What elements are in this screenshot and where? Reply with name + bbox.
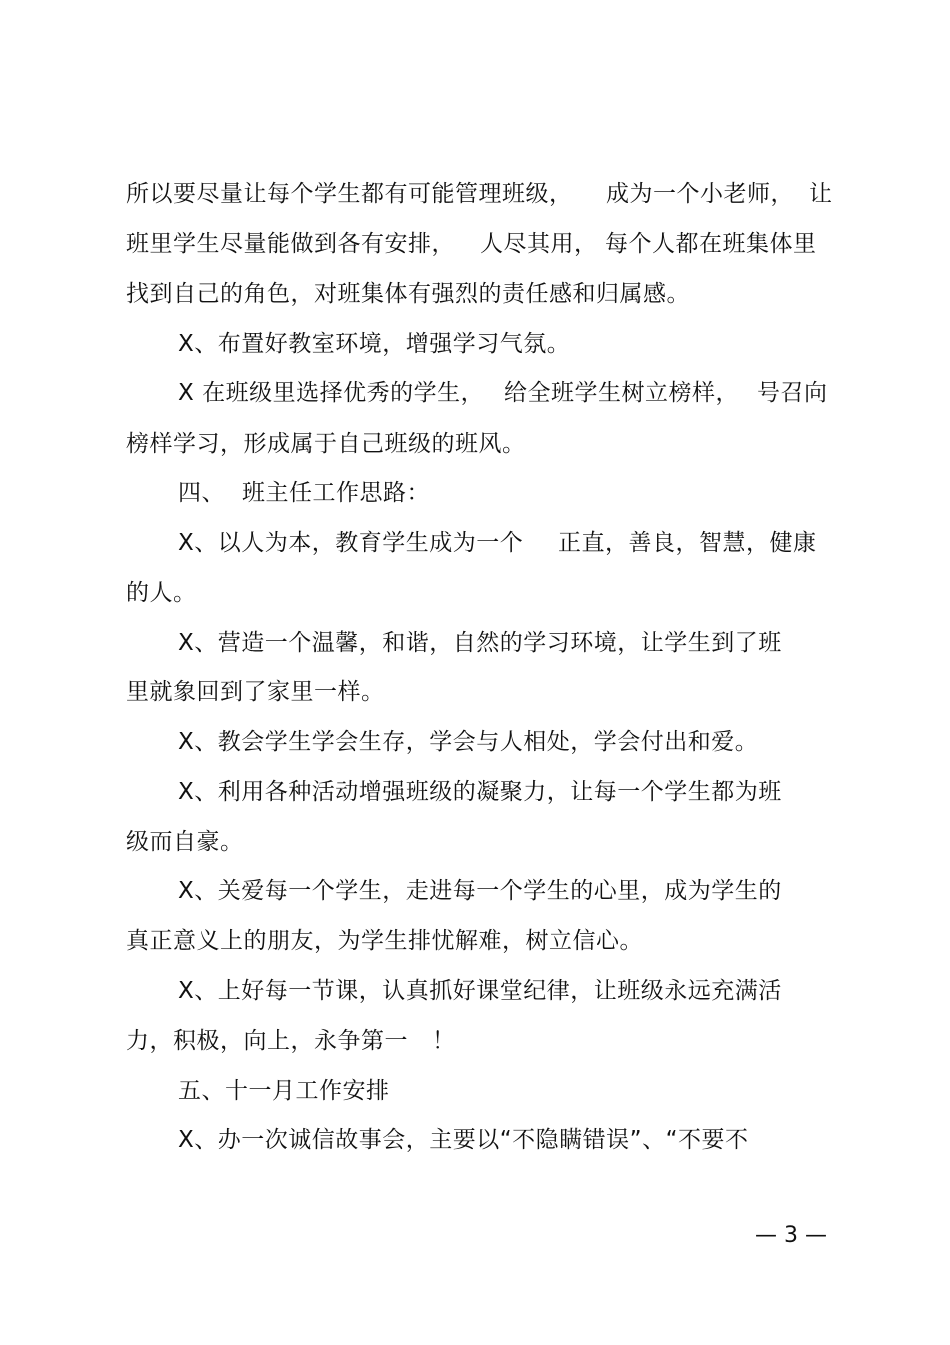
text-line [0,672,385,712]
text-segment: X、关爱每一个学生，走进每一个学生的心里，成为学生的 [178,878,782,904]
text-segment: 真正意义上的朋友，为学生排忧解难，树立信心。 [126,928,643,954]
text-line [0,1120,749,1160]
text-segment: 级而自豪。 [126,829,244,855]
text-line [0,274,690,314]
text-line [0,871,782,911]
section-title: 五、十一月工作安排 [178,1078,390,1104]
text-segment: X、利用各种活动增强班级的凝聚力，让每一个学生都为班 [178,779,782,805]
text-line [0,921,643,961]
section-number: 四、 [178,480,225,506]
text-segment: 力，积极，向上，永争第一 [126,1028,408,1054]
text-segment: ！ [432,1028,456,1054]
text-segment: X、办一次诚信故事会，主要以“不隐瞒错误”、“不要不 [178,1127,749,1153]
text-segment: X、以人为本，教育学生成为一个 [178,530,524,556]
text-segment: 给全班学生树立榜样， [504,380,739,406]
text-segment: 让 [809,181,833,207]
text-line [0,772,782,812]
text-segment: 每个人都在班集体里 [605,231,817,257]
text-segment: X、营造一个温馨，和谐，自然的学习环境，让学生到了班 [178,630,782,656]
page-number: — 3 — [755,1223,827,1248]
text-segment: 榜样学习，形成属于自己班级的班风。 [126,431,526,457]
text-segment: 所以要尽量让每个学生都有可能管理班级， [126,181,573,207]
text-segment: X、布置好教室环境，增强学习气氛。 [178,331,571,357]
text-segment: 班里学生尽量能做到各有安排， [126,231,455,257]
text-line [0,523,817,563]
text-segment: 成为一个小老师， [606,181,794,207]
text-line [0,1021,456,1061]
text-line [0,822,244,862]
text-segment: 的人。 [126,580,197,606]
text-line [0,373,828,413]
text-line [0,324,571,364]
text-segment: X 在班级里选择优秀的学生， [178,380,485,406]
section-heading [0,473,430,513]
text-segment: 人尽其用， [480,231,598,257]
text-line [0,174,833,214]
text-line [0,573,197,613]
text-line [0,623,782,663]
text-segment: 里就象回到了家里一样。 [126,679,385,705]
text-segment: 号召向 [757,380,828,406]
text-line [0,224,817,264]
text-line [0,971,782,1011]
text-line [0,722,759,762]
text-line [0,424,526,464]
text-segment: X、上好每一节课，认真抓好课堂纪律，让班级永远充满活 [178,978,782,1004]
text-segment: 正直，善良，智慧，健康 [558,530,817,556]
section-title: 班主任工作思路： [242,480,430,506]
text-segment: 找到自己的角色，对班集体有强烈的责任感和归属感。 [126,281,690,307]
text-segment: X、教会学生学会生存，学会与人相处，学会付出和爱。 [178,729,759,755]
section-heading [0,1071,390,1111]
